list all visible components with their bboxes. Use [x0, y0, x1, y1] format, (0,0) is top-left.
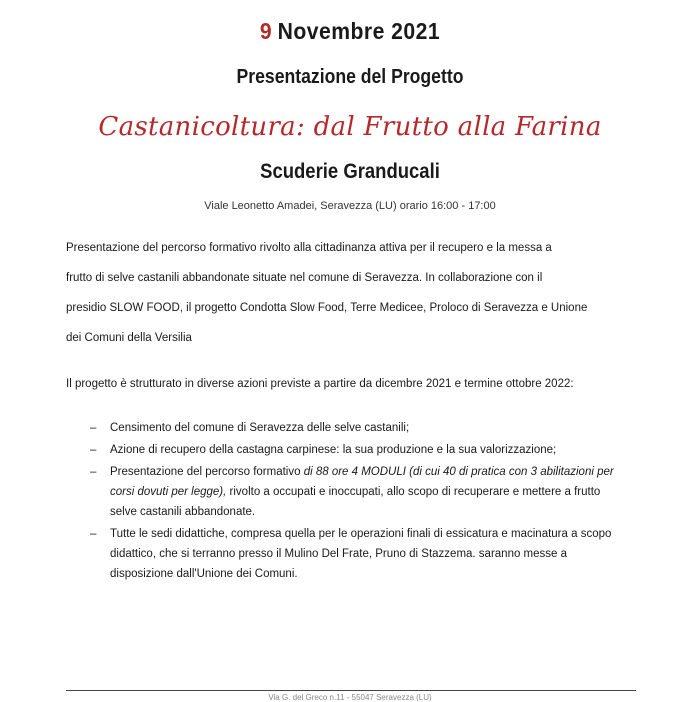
event-subtitle: Presentazione del Progetto — [236, 66, 464, 88]
course-details-italic: di 88 ore 4 MODULI (di cui 40 di pratica con 3 abilitazioni per corsi dovuti per legge), — [110, 466, 614, 498]
event-date-month-year: Novembre 2021 — [277, 18, 441, 44]
action-list — [90, 418, 630, 586]
list-item-text-cont: rivolto a occupati e inoccupati, allo scopo di recuperare e mettere a frutto selve castanili abbandonate. — [110, 486, 601, 518]
list-item-text: Presentazione del percorso formativo — [110, 466, 304, 478]
structure-paragraph: Il progetto è strutturato in diverse azioni previste a partire da dicembre 2021 e termine ottobre 2022: — [66, 378, 574, 390]
intro-line: presidio SLOW FOOD, il progetto Condotta Slow Food, Terre Medicee, Proloco di Seravezza e Unione — [66, 302, 588, 314]
footer-divider — [66, 690, 636, 691]
project-title: Castanicoltura: dal Frutto alla Farina — [98, 112, 602, 142]
venue-address: Viale Leonetto Amadei, Seravezza (LU) orario 16:00 - 17:00 — [204, 200, 496, 212]
dash-marker: – — [90, 422, 97, 434]
dash-marker: – — [90, 444, 97, 456]
intro-line: Presentazione del percorso formativo rivolto alla cittadinanza attiva per il recupero e la messa a — [66, 242, 552, 254]
venue-name: Scuderie Granducali — [260, 160, 440, 183]
intro-paragraph — [66, 233, 636, 353]
event-date — [28, 18, 672, 45]
footer-address: Via G. del Greco n.11 - 55047 Seravezza (LU) — [268, 693, 432, 702]
list-item — [90, 418, 630, 438]
dash-marker: – — [90, 528, 97, 540]
list-item — [90, 462, 630, 522]
dash-marker: – — [90, 466, 97, 478]
intro-line: dei Comuni della Versilia — [66, 332, 192, 344]
list-item — [90, 440, 630, 460]
list-item — [90, 524, 630, 584]
event-date-day: 9 — [259, 18, 273, 44]
list-item-text: Azione di recupero della castagna carpinese: la sua produzione e la sua valorizzazione; — [110, 444, 557, 456]
list-item-text: Censimento del comune di Seravezza delle selve castanili; — [110, 422, 410, 434]
list-item-text: Tutte le sedi didattiche, compresa quella per le operazioni finali di essicatura e macinatura a scopo didattico, che si terranno presso il Mulino Del Frate, Pruno di Stazzema. saranno messe a disposizione dall'Unione dei Comuni. — [110, 528, 612, 580]
intro-line: frutto di selve castanili abbandonate situate nel comune di Seravezza. In collaborazione con il — [66, 272, 543, 284]
